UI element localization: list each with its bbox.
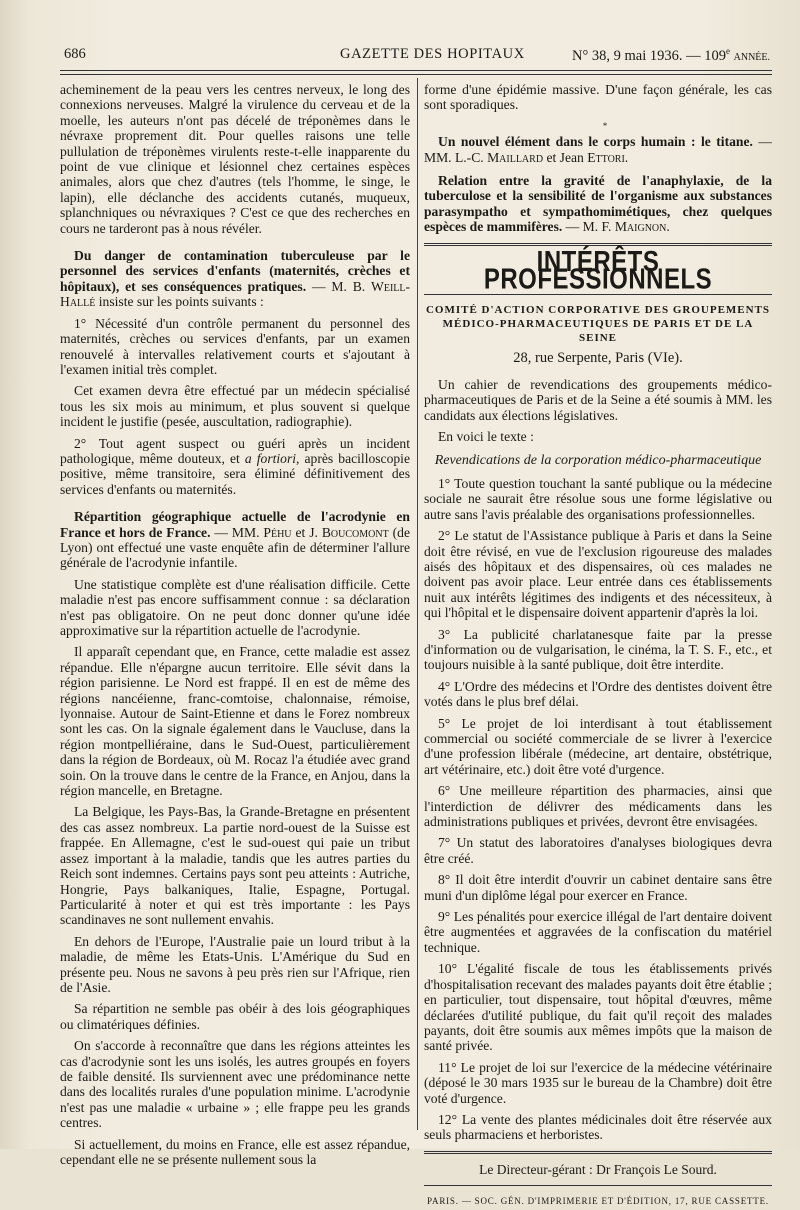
period: .: [624, 149, 629, 165]
italic-text: a fortiori: [244, 450, 297, 466]
list-item: 10° L'égalité fiscale de tous les établissements privés d'hospitalisation recevant des malades payants doit être établie ; en particulier, tout dispensaire, tout hôpital d'œuvres, même déclarées d'utilité publique, du fait qu'il reçoit des malades payants, doit être soumis aux mêmes impôts que la maison de santé privée.: [424, 961, 772, 1054]
list-item: 7° Un statut des laboratoires d'analyses biologiques devra être créé.: [424, 835, 772, 866]
section-lead: insiste sur les points suivants :: [95, 294, 264, 310]
dash: — MM. L.-C.: [424, 134, 772, 165]
author: Weill-Hallé: [60, 278, 411, 310]
paragraph: Cet examen devra être effectué par un médecin spécialisé tous les six mois au minimum, et plus souvent si quelque incident le justifie (pesée, auscultation, radiographie).: [60, 383, 410, 430]
paragraph: En voici le texte :: [438, 429, 534, 445]
section-title: Répartition géographique actuelle de l'acrodynie en France et hors de France.: [60, 509, 410, 540]
right-column: [424, 82, 772, 1207]
printer-imprint: PARIS. — SOC. GÉN. D'IMPRIMERIE ET D'ÉDITION, 17, RUE CASSETTE.: [427, 1196, 769, 1207]
column-divider: [417, 78, 418, 1130]
author: Maillard: [487, 149, 544, 165]
section-anaphylaxie: [424, 173, 772, 235]
footer-rule: [424, 1151, 772, 1154]
page-number: 686: [64, 46, 86, 62]
paragraph: Il apparaît cependant que, en France, cette maladie est assez répandue. Elle n'épargne aucun territoire. Elle sévit dans la région parisienne. Le Nord est frappé. Il en est de même des régions nancéienne, franc-comtoise, chalonnaise, rémoise, lyonnaise. Autour de Saint-Etienne et dans le Forez nombreux sont les cas. On la signale également dans le Vaucluse, dans la région montpelliéraine, dans le Sud-Ouest, particulièrement dans la région de Bordeaux, où M. Rocaz l'a étudiée avec grand soin. On la trouve dans le centre de la France, en Anjou, dans la région mancelle, en Bretagne.: [60, 644, 410, 799]
dash: — MM.: [210, 524, 264, 540]
paragraph: forme d'une épidémie massive. D'une façon générale, les cas sont sporadiques.: [424, 82, 772, 113]
paragraph: Une statistique complète est d'une réalisation difficile. Cette maladie n'est pas encore suffisamment connue : sa déclaration n'est pas obligatoire. On ne peut donc donner qu'une idée approximative sur la répartition actuelle de l'acrodynie.: [60, 576, 410, 638]
committee-heading: [424, 303, 772, 345]
journal-title: GAZETTE DES HOPITAUX: [340, 46, 525, 62]
author: Maignon: [614, 219, 667, 235]
section-banner: INTÉRÊTS PROFESSIONNELS: [483, 245, 713, 296]
paragraph: La Belgique, les Pays-Bas, la Grande-Bretagne en présentent des cas assez nombreux. La partie nord-ouest de la Suisse est frappée. En Allemagne, c'est le sud-ouest qui paie un tribut assez important à la maladie, tandis que les autres parties du Reich sont indemnes. Certains pays sont peu atteints : Autriche, Hongrie, Pays balkaniques, Italie, Espagne, Portugal. Particularité à noter et qui est très importante : les Pays scandinaves ne sont nullement envahis.: [60, 804, 410, 928]
paragraph: acheminement de la peau vers les centres nerveux, le long des connexions nerveuses. Malgré la virulence du cerveau et de la moelle, les auteurs n'ont pas décelé de tréponèmes dans le névraxe proprement dit. Pour quelles raisons une telle pullulation de tréponèmes virulents reste-t-elle inapparente du point de vue clinique et lésionnel chez certaines espèces animales, alors que chez d'autres (tels l'homme, le singe, le lapin), elle déclanche des accidents cutanés, muqueux, splanchniques ou névraxiques ? C'est ce que des recherches en cours ne tarderont pas à nous révéler.: [60, 82, 410, 236]
list-item: 12° La vente des plantes médicinales doit être réservée aux seuls pharmaciens et herboristes.: [424, 1111, 772, 1143]
author: Boucomont: [321, 524, 389, 540]
paragraph: 1° Nécessité d'un contrôle permanent du personnel des maternités, crèches ou services d'enfants, par un examen renouvelé à intervalles relativement courts et s'ajoutant à l'examen initial très complet.: [60, 315, 410, 377]
section-title: Du danger de contamination tuberculeuse par le personnel des services d'enfants (maternités, crèches et hôpitaux), et ses conséquences pratiques.: [60, 248, 410, 294]
subsection-title: Revendications de la corporation médico-pharmaceutique: [434, 452, 762, 468]
paragraph: En dehors de l'Europe, l'Australie paie un lourd tribut à la maladie, de même les Etats-Unis. L'Amérique du Sud en présente peu. Nous ne savons à peu près rien sur l'Afrique, rien de l'Asie.: [60, 933, 410, 995]
list-item: 8° Il doit être interdit d'ouvrir un cabinet dentaire sans être muni d'un diplôme légal pour exercer en France.: [424, 872, 772, 903]
section-acrodynie-tuberculose: [60, 248, 410, 310]
paragraph: [60, 436, 410, 498]
address: 28, rue Serpente, Paris (VIe).: [513, 350, 683, 367]
header-rule: [60, 70, 772, 71]
conjunction: et Jean: [543, 149, 588, 165]
list-item: 1° Toute question touchant la santé publique ou la médecine sociale ne saurait être résolue sous une forme législative ou autre sans l'avis préalable des organisations professionnelles.: [424, 475, 772, 522]
section-titane: [424, 134, 772, 165]
left-column: [60, 82, 411, 1167]
section-lead: (de Lyon) ont effectué une vaste enquête afin de déterminer l'allure générale de l'acrodynie infantile.: [60, 524, 410, 571]
section-title: Relation entre la gravité de l'anaphylaxie, de la tuberculose et la sensibilité de l'organisme aux substances parasympatho et sympathomimétiques, chez quelques espèces de mammifères.: [424, 173, 772, 235]
section-acrodynie: [60, 509, 410, 571]
separator-mark: *: [602, 120, 608, 131]
issue-year-word: ANNÉE.: [733, 51, 771, 63]
list-item: 11° Le projet de loi sur l'exercice de la médecine vétérinaire (déposé le 30 mars 1935 sur le bureau de la Chambre) doit être voté d'urgence.: [424, 1059, 772, 1106]
committee-line: COMITÉ D'ACTION CORPORATIVE DES GROUPEMENTS: [425, 304, 771, 317]
paragraph: Si actuellement, du moins en France, elle est assez répandue, cependant elle ne se présente nullement sous la: [60, 1136, 410, 1167]
issue-sup: e: [726, 46, 731, 56]
author: Ettori: [587, 149, 625, 165]
issue-info: [572, 46, 770, 65]
list-item: 2° Le statut de l'Assistance publique à Paris et dans la Seine doit être révisé, en vue de l'exclusion rigoureuse des malades aisés des hôpitaux et des dispensaires, où ces malades ne doivent pas avoir place. Leur entrée dans ces établissements nuit aux intérêts légitimes des indigents et des nécessiteux, à qui l'hôpital et le dispensaire doivent appartenir d'après la loi.: [424, 528, 772, 621]
header-rule-2: [60, 74, 772, 75]
list-item: 5° Le projet de loi interdisant à tout établissement commercial ou société commerciale de se livrer à l'exercice d'une profession libérale (médecine, art dentaire, obstétrique, art vétérinaire, etc.) doit être voté d'urgence.: [424, 715, 772, 777]
list-item: 3° La publicité charlatanesque faite par la presse d'information ou de vulgarisation, le cinéma, la T. S. F., etc., et toujours nuisible à la santé publique, doit être interdite.: [424, 626, 772, 673]
section-title: Un nouvel élément dans le corps humain : le titane.: [438, 134, 753, 150]
author: Péhu: [263, 524, 292, 540]
paragraph: Sa répartition ne semble pas obéir à des lois géographiques ou climatériques définies.: [60, 1001, 410, 1032]
conjunction: et J.: [291, 524, 322, 540]
paragraph: On s'accorde à reconnaître que dans les régions atteintes les cas d'acrodynie sont les uns isolés, les autres groupés en foyers de faible densité. Ils surviennent avec une prédominance nette dans des localités rurales d'une population minime. L'acrodynie n'est pas une maladie « urbaine » ; elle frappe peu les grands centres.: [60, 1038, 410, 1131]
page-header: [60, 40, 772, 68]
list-item: 4° L'Ordre des médecins et l'Ordre des dentistes doivent être votés dans le plus bref délai.: [424, 678, 772, 710]
list-item: 6° Une meilleure répartition des pharmacies, ainsi que l'interdiction de délivrer des médicaments dans les administrations publiques et privées, devront être envisagées.: [424, 783, 772, 830]
dash: — M. F.: [562, 219, 615, 235]
period: .: [666, 219, 670, 235]
list-item: 9° Les pénalités pour exercice illégal de l'art dentaire doivent être augmentées et aggravées de la confiscation du matériel technique.: [424, 909, 772, 955]
paragraph: Un cahier de revendications des groupements médico-pharmaceutiques de Paris et de la Seine a été soumis à MM. les candidats aux élections législatives.: [424, 376, 772, 423]
director-line: Le Directeur-gérant : Dr François Le Sourd.: [479, 1161, 717, 1177]
footer-rule: [424, 1185, 772, 1186]
issue-number: N° 38, 9 mai 1936. — 109: [572, 47, 727, 64]
committee-line: MÉDICO-PHARMACEUTIQUES DE PARIS ET DE LA SEINE: [442, 318, 754, 345]
dash: — M. B.: [306, 278, 371, 294]
text: 2° Tout agent suspect ou guéri après un incident pathologique, même douteux, et: [60, 435, 410, 466]
text: , après bacilloscopie positive, même transitoire, sera éliminé définitivement des services d'enfants ou maternités.: [60, 450, 410, 497]
